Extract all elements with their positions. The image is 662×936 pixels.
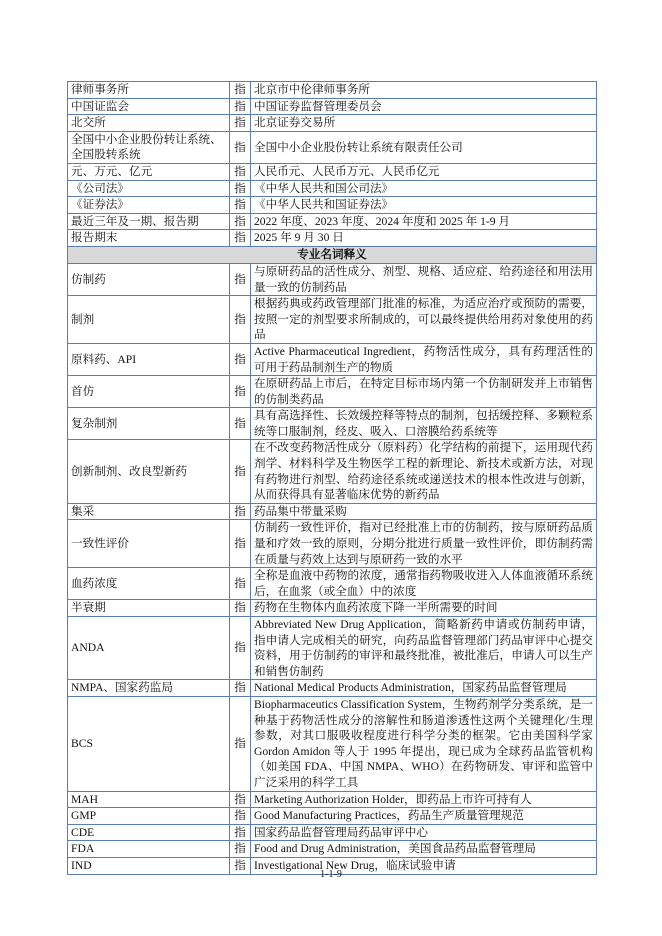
term-cell: 创新制剂、改良型新药 bbox=[68, 440, 230, 503]
term-cell: 集采 bbox=[68, 503, 230, 520]
term-cell: 报告期末 bbox=[68, 230, 230, 247]
term-cell: 《证券法》 bbox=[68, 197, 230, 214]
term-cell: CDE bbox=[68, 824, 230, 841]
table-row bbox=[68, 568, 597, 600]
definition-cell: 在不改变药物活性成分（原料药）化学结构的前提下，运用现代药剂学、材料科学及生物医学工程的新理论、新技术或新方法，对现有药物进行剂型、给药途径系统或递送技术的根本性改进与创新，从而获得具有显著临床优势的新药品 bbox=[251, 440, 597, 503]
definition-cell: Abbreviated New Drug Application，简略新药申请或仿制药申请，指申请人完成相关的研究，向药品监督管理部门药品审评中心提交资料，用于仿制药的审评和最终批准，被批准后，申请人可以生产和销售仿制药 bbox=[251, 617, 597, 680]
definition-cell: Biopharmaceutics Classification System，生物药剂学分类系统，是一种基于药物活性成分的溶解性和肠道渗透性这两个关键理化/生理参数，对其口服吸收程度进行科学分类的框架。它由美国科学家 Gordon Amidon 等人于 1995 年提出，现已成为全球药品监管机构（如美国 FDA、中国 NMPA、WHO）在药物研发、审评和监管中广泛采用的科学工具 bbox=[251, 696, 597, 791]
definition-cell: 全国中小企业股份转让系统有限责任公司 bbox=[251, 131, 597, 163]
table-row bbox=[68, 115, 597, 132]
table-row bbox=[68, 791, 597, 808]
definition-cell: 在原研药品上市后，在特定目标市场内第一个仿制研发并上市销售的仿制类药品 bbox=[251, 376, 597, 408]
refers-to-cell: 指 bbox=[230, 296, 251, 344]
table-row bbox=[68, 808, 597, 825]
definition-cell: 2022 年度、2023 年度、2024 年度和 2025 年 1-9 月 bbox=[251, 213, 597, 230]
term-cell: 最近三年及一期、报告期 bbox=[68, 213, 230, 230]
refers-to-cell: 指 bbox=[230, 680, 251, 697]
table-row bbox=[68, 824, 597, 841]
table-row bbox=[68, 376, 597, 408]
definition-cell: 根据药典或药政管理部门批准的标准，为适应治疗或预防的需要，按照一定的剂型要求所制成的，可以最终提供给用药对象使用的药品 bbox=[251, 296, 597, 344]
refers-to-cell: 指 bbox=[230, 343, 251, 375]
term-cell: GMP bbox=[68, 808, 230, 825]
page-number: 1-1-9 bbox=[320, 869, 342, 880]
refers-to-cell: 指 bbox=[230, 98, 251, 115]
table-row bbox=[68, 213, 597, 230]
term-cell: 血药浓度 bbox=[68, 568, 230, 600]
term-cell: 律师事务所 bbox=[68, 82, 230, 99]
definition-cell: Good Manufacturing Practices，药品生产质量管理规范 bbox=[251, 808, 597, 825]
table-row bbox=[68, 408, 597, 440]
refers-to-cell: 指 bbox=[230, 131, 251, 163]
refers-to-cell: 指 bbox=[230, 824, 251, 841]
table-row bbox=[68, 131, 597, 163]
term-cell: FDA bbox=[68, 841, 230, 858]
refers-to-cell: 指 bbox=[230, 408, 251, 440]
term-cell: 一致性评价 bbox=[68, 520, 230, 568]
definition-cell: 北京证券交易所 bbox=[251, 115, 597, 132]
definition-cell: 中国证券监督管理委员会 bbox=[251, 98, 597, 115]
definition-cell: Investigational New Drug，临床试验申请 bbox=[251, 857, 597, 874]
table-row bbox=[68, 617, 597, 680]
term-cell: 中国证监会 bbox=[68, 98, 230, 115]
refers-to-cell: 指 bbox=[230, 696, 251, 791]
refers-to-cell: 指 bbox=[230, 213, 251, 230]
term-cell: IND bbox=[68, 857, 230, 874]
definition-cell: 仿制药一致性评价，指对已经批准上市的仿制药，按与原研药品质量和疗效一致的原则，分期分批进行质量一致性评价，即仿制药需在质量与药效上达到与原研药一致的水平 bbox=[251, 520, 597, 568]
table-row bbox=[68, 82, 597, 99]
refers-to-cell: 指 bbox=[230, 808, 251, 825]
term-cell: 制剂 bbox=[68, 296, 230, 344]
definition-cell: National Medical Products Administration，国家药品监督管理局 bbox=[251, 680, 597, 697]
definition-cell: 《中华人民共和国公司法》 bbox=[251, 180, 597, 197]
definitions-table bbox=[67, 81, 597, 875]
refers-to-cell: 指 bbox=[230, 197, 251, 214]
refers-to-cell: 指 bbox=[230, 791, 251, 808]
table-row bbox=[68, 520, 597, 568]
term-cell: 首仿 bbox=[68, 376, 230, 408]
definition-cell: Active Pharmaceutical Ingredient，药物活性成分，具有药理活性的可用于药品制剂生产的物质 bbox=[251, 343, 597, 375]
term-cell: 复杂制剂 bbox=[68, 408, 230, 440]
term-cell: ANDA bbox=[68, 617, 230, 680]
refers-to-cell: 指 bbox=[230, 180, 251, 197]
table-row bbox=[68, 296, 597, 344]
term-cell: 全国中小企业股份转让系统、全国股转系统 bbox=[68, 131, 230, 163]
refers-to-cell: 指 bbox=[230, 376, 251, 408]
refers-to-cell: 指 bbox=[230, 857, 251, 874]
definition-cell: 与原研药品的活性成分、剂型、规格、适应症、给药途径和用法用量一致的仿制药品 bbox=[251, 263, 597, 295]
refers-to-cell: 指 bbox=[230, 617, 251, 680]
definition-cell: 《中华人民共和国证券法》 bbox=[251, 197, 597, 214]
term-cell: NMPA、国家药监局 bbox=[68, 680, 230, 697]
term-cell: 仿制药 bbox=[68, 263, 230, 295]
refers-to-cell: 指 bbox=[230, 163, 251, 180]
table-row bbox=[68, 841, 597, 858]
section-header-row bbox=[68, 246, 597, 263]
definition-cell: 2025 年 9 月 30 日 bbox=[251, 230, 597, 247]
table-row bbox=[68, 230, 597, 247]
term-cell: 元、万元、亿元 bbox=[68, 163, 230, 180]
refers-to-cell: 指 bbox=[230, 263, 251, 295]
section-header: 专业名词释义 bbox=[68, 246, 597, 263]
definition-cell: 北京市中伦律师事务所 bbox=[251, 82, 597, 99]
term-cell: 半衰期 bbox=[68, 600, 230, 617]
definition-cell: 药品集中带量采购 bbox=[251, 503, 597, 520]
definition-cell: 全称是血液中药物的浓度，通常指药物吸收进入人体血液循环系统后，在血浆（或全血）中的浓度 bbox=[251, 568, 597, 600]
refers-to-cell: 指 bbox=[230, 115, 251, 132]
refers-to-cell: 指 bbox=[230, 503, 251, 520]
table-row bbox=[68, 696, 597, 791]
term-cell: BCS bbox=[68, 696, 230, 791]
term-cell: 《公司法》 bbox=[68, 180, 230, 197]
refers-to-cell: 指 bbox=[230, 841, 251, 858]
table-row bbox=[68, 98, 597, 115]
table-row bbox=[68, 197, 597, 214]
table-row bbox=[68, 503, 597, 520]
term-cell: 北交所 bbox=[68, 115, 230, 132]
refers-to-cell: 指 bbox=[230, 440, 251, 503]
definition-cell: Marketing Authorization Holder，即药品上市许可持有人 bbox=[251, 791, 597, 808]
table-row bbox=[68, 440, 597, 503]
definition-cell: 国家药品监督管理局药品审评中心 bbox=[251, 824, 597, 841]
definition-cell: Food and Drug Administration，美国食品药品监督管理局 bbox=[251, 841, 597, 858]
table-row bbox=[68, 343, 597, 375]
refers-to-cell: 指 bbox=[230, 600, 251, 617]
definition-cell: 药物在生物体内血药浓度下降一半所需要的时间 bbox=[251, 600, 597, 617]
definition-cell: 人民币元、人民币万元、人民币亿元 bbox=[251, 163, 597, 180]
definition-cell: 具有高选择性、长效缓控释等特点的制剂，包括缓控释、多颗粒系统等口服制剂，经皮、吸入、口溶膜给药系统等 bbox=[251, 408, 597, 440]
refers-to-cell: 指 bbox=[230, 568, 251, 600]
table-row bbox=[68, 263, 597, 295]
table-row bbox=[68, 180, 597, 197]
table-row bbox=[68, 680, 597, 697]
table-row bbox=[68, 600, 597, 617]
refers-to-cell: 指 bbox=[230, 520, 251, 568]
term-cell: MAH bbox=[68, 791, 230, 808]
term-cell: 原料药、API bbox=[68, 343, 230, 375]
refers-to-cell: 指 bbox=[230, 230, 251, 247]
table-row bbox=[68, 163, 597, 180]
refers-to-cell: 指 bbox=[230, 82, 251, 99]
